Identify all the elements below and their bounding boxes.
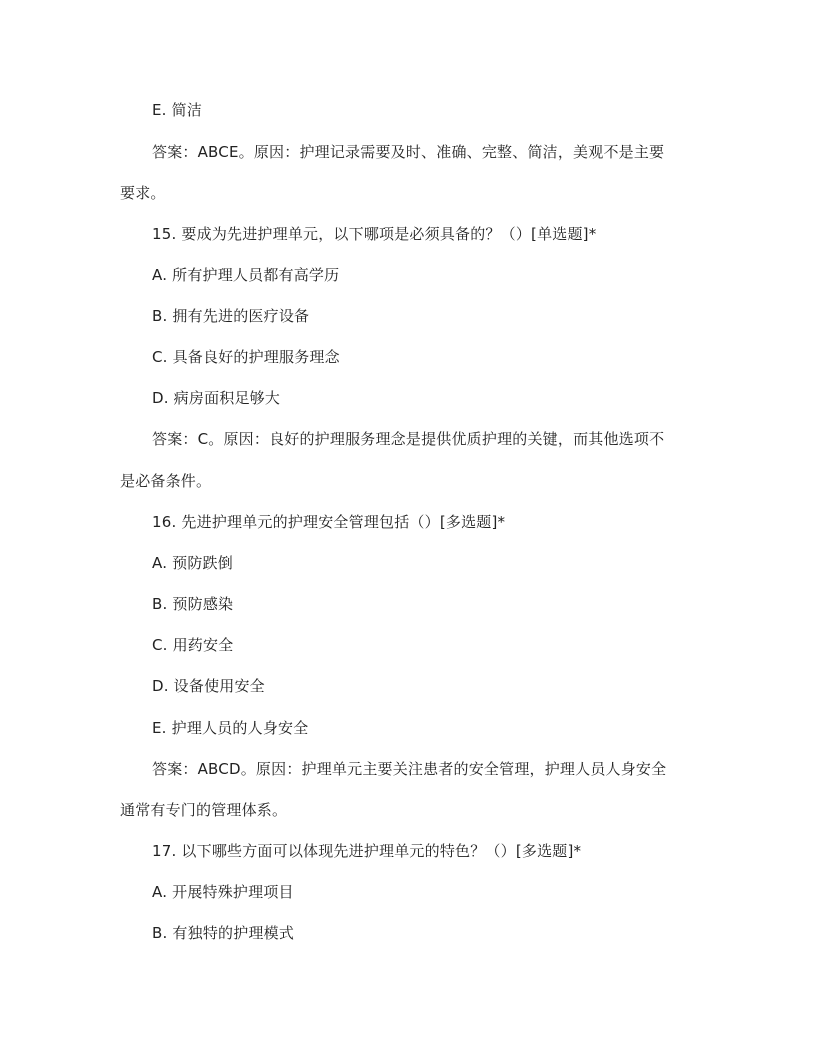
option-d-q16: D. 设备使用安全: [152, 677, 265, 695]
option-c-q16: C. 用药安全: [152, 636, 234, 654]
answer-q16-continued: 通常有专门的管理体系。: [120, 801, 288, 819]
option-a-q16: A. 预防跌倒: [152, 554, 233, 572]
answer-q16: 答案：ABCD。原因：护理单元主要关注患者的安全管理，护理人员人身安全: [152, 760, 667, 778]
option-d-q15: D. 病房面积足够大: [152, 389, 281, 407]
option-a-q15: A. 所有护理人员都有高学历: [152, 266, 340, 284]
question-17: 17. 以下哪些方面可以体现先进护理单元的特色？（）[多选题]*: [152, 842, 582, 860]
answer-q15: 答案：C。原因：良好的护理服务理念是提供优质护理的关键，而其他选项不: [152, 430, 665, 448]
option-a-q17: A. 开展特殊护理项目: [152, 883, 294, 901]
option-e-q16: E. 护理人员的人身安全: [152, 719, 309, 737]
question-15: 15. 要成为先进护理单元，以下哪项是必须具备的？（）[单选题]*: [152, 225, 597, 243]
option-b-q16: B. 预防感染: [152, 595, 234, 613]
answer-q14: 答案：ABCE。原因：护理记录需要及时、准确、完整、简洁，美观不是主要: [152, 143, 665, 161]
option-e-q14: E. 简洁: [152, 101, 203, 119]
answer-q14-continued: 要求。: [120, 184, 166, 202]
option-b-q15: B. 拥有先进的医疗设备: [152, 307, 310, 325]
option-c-q15: C. 具备良好的护理服务理念: [152, 348, 340, 366]
answer-q15-continued: 是必备条件。: [120, 472, 212, 490]
question-16: 16. 先进护理单元的护理安全管理包括（）[多选题]*: [152, 513, 506, 531]
option-b-q17: B. 有独特的护理模式: [152, 924, 295, 942]
